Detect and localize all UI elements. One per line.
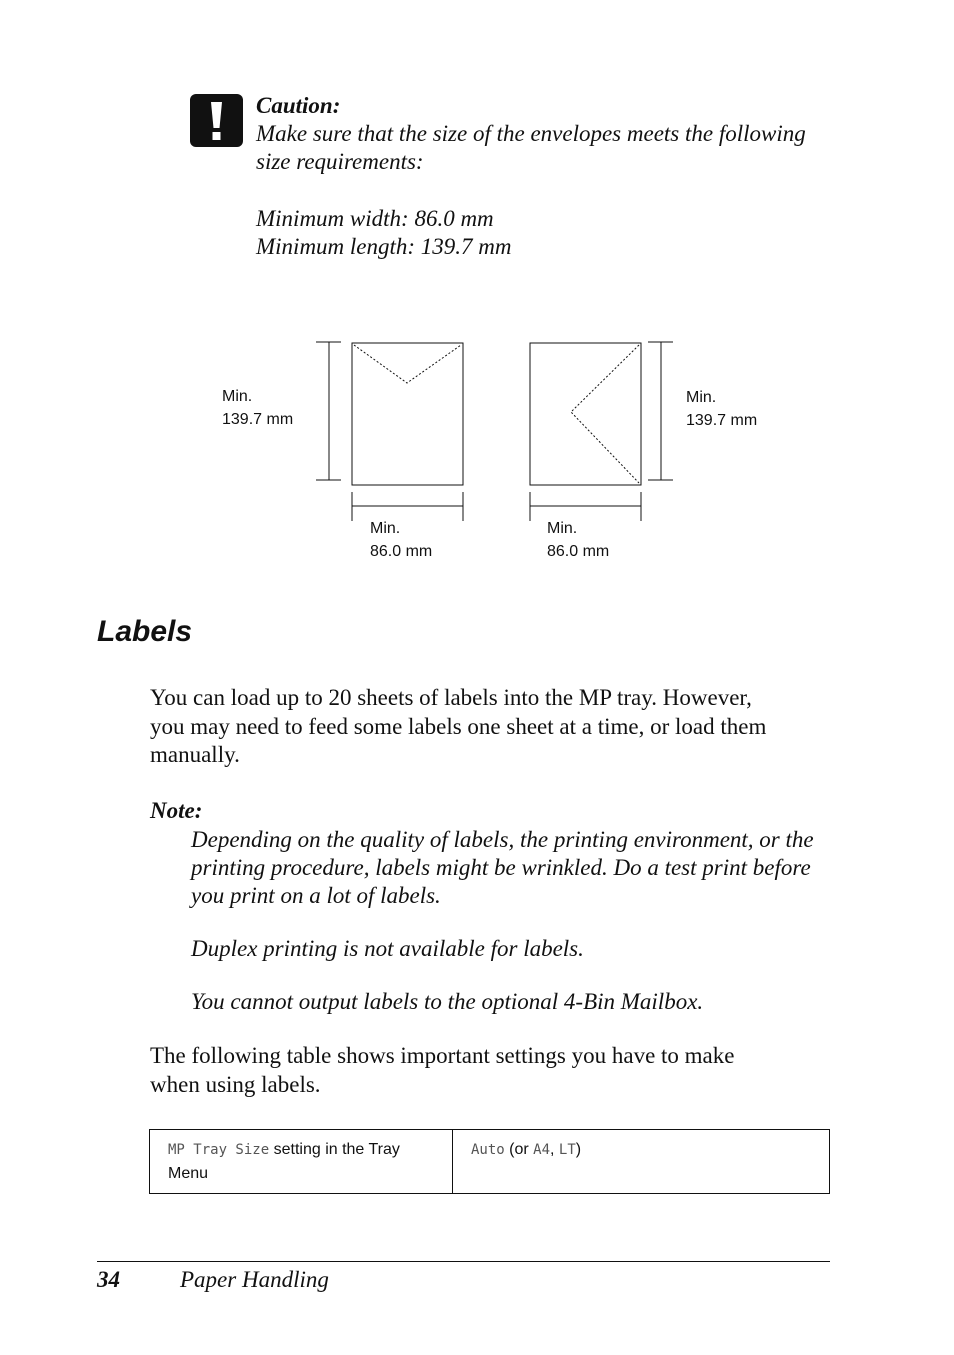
value-code-a4: A4 bbox=[533, 1142, 551, 1158]
note-text-line: Depending on the quality of labels, the printing environment, or the bbox=[191, 827, 814, 852]
section-heading: Labels bbox=[97, 615, 193, 648]
left-envelope bbox=[352, 343, 463, 485]
right-width-value: 86.0 mm bbox=[547, 543, 610, 560]
right-width-min: Min. bbox=[547, 520, 578, 537]
table-intro-line: when using labels. bbox=[150, 1072, 321, 1097]
envelope-size-diagram bbox=[0, 330, 954, 580]
table-intro-line: The following table shows important settings you have to make bbox=[150, 1043, 735, 1068]
right-height-label bbox=[686, 386, 757, 432]
caution-text-line: size requirements: bbox=[256, 149, 424, 174]
intro-paragraph-line: You can load up to 20 sheets of labels into the MP tray. However, bbox=[150, 685, 752, 710]
right-height-dimension bbox=[648, 342, 673, 480]
caution-heading: Caution: bbox=[256, 93, 341, 118]
value-code: Auto bbox=[471, 1142, 505, 1158]
note-heading: Note: bbox=[150, 798, 203, 823]
right-width-label bbox=[547, 517, 609, 563]
left-width-min: Min. bbox=[370, 520, 401, 537]
right-height-min: Min. bbox=[686, 389, 717, 406]
note-text-line: Duplex printing is not available for labels. bbox=[191, 936, 584, 961]
table-cell-setting bbox=[150, 1130, 453, 1193]
right-envelope bbox=[530, 343, 641, 485]
left-width-value: 86.0 mm bbox=[370, 543, 433, 560]
left-height-value: 139.7 mm bbox=[222, 411, 294, 428]
left-height-label bbox=[222, 385, 293, 431]
value-close: ) bbox=[575, 1141, 582, 1158]
value-separator: , bbox=[550, 1141, 559, 1158]
footer-section-name: Paper Handling bbox=[180, 1267, 329, 1292]
settings-table bbox=[149, 1129, 830, 1194]
note-text-line: printing procedure, labels might be wrinkled. Do a test print before bbox=[191, 855, 811, 880]
caution-min-width: Minimum width: 86.0 mm bbox=[256, 206, 494, 231]
setting-code: MP Tray Size bbox=[168, 1142, 270, 1158]
intro-paragraph-line: manually. bbox=[150, 742, 240, 767]
left-width-label bbox=[370, 517, 432, 563]
page-number: 34 bbox=[97, 1267, 120, 1292]
caution-text-line: Make sure that the size of the envelopes meets the following bbox=[256, 121, 806, 146]
value-code-lt: LT bbox=[558, 1142, 576, 1158]
footer-divider bbox=[97, 1261, 830, 1262]
left-height-dimension bbox=[316, 342, 341, 480]
left-height-min: Min. bbox=[222, 388, 253, 405]
setting-text-2: Menu bbox=[168, 1165, 209, 1182]
right-height-value: 139.7 mm bbox=[686, 412, 758, 429]
note-text-line: you print on a lot of labels. bbox=[191, 883, 441, 908]
note-text-line: You cannot output labels to the optional 4-Bin Mailbox. bbox=[191, 989, 704, 1014]
table-cell-value bbox=[453, 1130, 829, 1193]
caution-min-length: Minimum length: 139.7 mm bbox=[256, 234, 512, 259]
setting-text: setting in the Tray bbox=[269, 1141, 400, 1158]
exclamation-icon bbox=[190, 94, 243, 147]
value-text: (or bbox=[504, 1141, 534, 1158]
intro-paragraph-line: you may need to feed some labels one sheet at a time, or load them bbox=[150, 714, 767, 739]
